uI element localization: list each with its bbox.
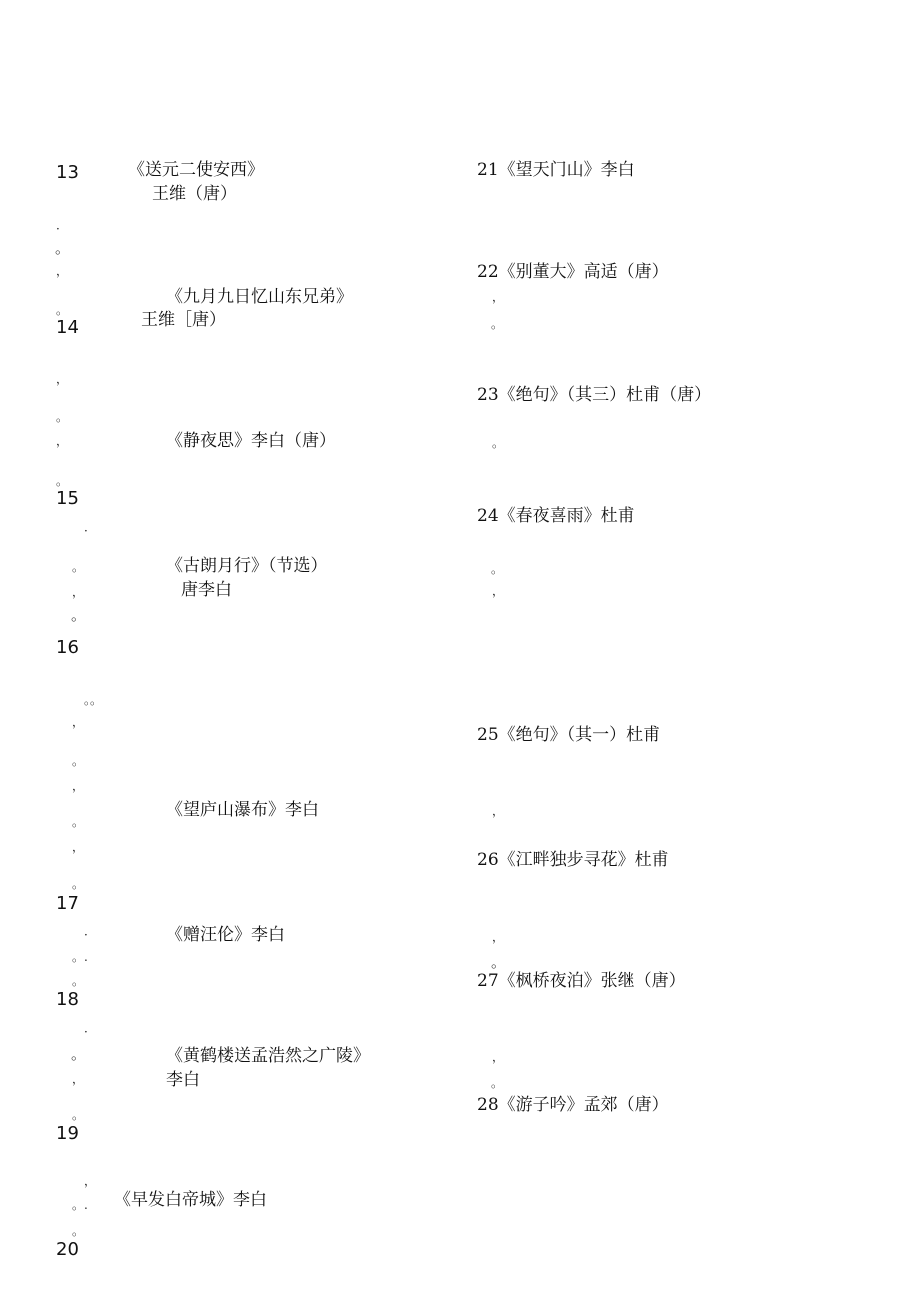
- poem-heading-21: 21《望天门山》李白: [477, 160, 635, 180]
- poem-heading-26: 26《江畔独步寻花》杜甫: [477, 850, 669, 870]
- poem-title-15: 《静夜思》李白（唐）: [166, 431, 336, 451]
- punctuation-mark: 。。: [84, 693, 103, 707]
- punctuation-mark: ，: [84, 1174, 97, 1188]
- punctuation-mark: ，: [72, 779, 85, 793]
- punctuation-mark: 。: [72, 877, 85, 891]
- punctuation-mark: 。: [72, 560, 85, 574]
- poem-title-17: 《望庐山瀑布》李白: [166, 800, 319, 820]
- punctuation-mark: 。.: [72, 1198, 88, 1212]
- poem-number-17: 17: [56, 893, 79, 914]
- poem-title-13: 《送元二使安西》: [128, 160, 264, 180]
- punctuation-mark: ，: [56, 372, 69, 386]
- punctuation-mark: 。: [491, 1076, 504, 1090]
- poem-heading-22: 22《别董大》高适（唐）: [477, 262, 669, 282]
- punctuation-mark: ，: [72, 715, 85, 729]
- punctuation-mark: ，: [492, 584, 505, 598]
- punctuation-mark: 。: [71, 1045, 87, 1063]
- punctuation-mark: 。: [491, 953, 507, 971]
- punctuation-mark: 。: [72, 1108, 85, 1122]
- punctuation-mark: 。: [56, 410, 69, 424]
- poem-heading-24: 24《春夜喜雨》杜甫: [477, 506, 635, 526]
- poem-author-16: 唐李白: [181, 580, 232, 600]
- punctuation-mark: ·: [56, 222, 60, 236]
- punctuation-mark: ，: [492, 1050, 505, 1064]
- punctuation-mark: 。: [56, 474, 69, 488]
- punctuation-mark: 。: [72, 754, 85, 768]
- poem-heading-27: 27《枫桥夜泊》张继（唐）: [477, 971, 686, 991]
- poem-title-16: 《古朗月行》（节选）: [166, 556, 328, 576]
- poem-title-14: 《九月九日忆山东兄弟》: [166, 287, 353, 307]
- punctuation-mark: 。: [72, 974, 85, 988]
- punctuation-mark: ·: [84, 1025, 88, 1039]
- punctuation-mark: 。: [491, 562, 504, 576]
- poem-author-14: 王维［唐）: [141, 310, 226, 330]
- poem-number-16: 16: [56, 637, 79, 658]
- poem-author-13: 王维（唐）: [152, 184, 237, 204]
- poem-number-20: 20: [56, 1239, 79, 1260]
- poem-title-19: 《黄鹤楼送孟浩然之广陵》: [166, 1046, 370, 1066]
- punctuation-mark: 。.: [72, 950, 88, 964]
- poem-title-18: 《赠汪伦》李白: [166, 925, 285, 945]
- punctuation-mark: ，: [72, 585, 85, 599]
- punctuation-mark: ·: [84, 928, 88, 942]
- punctuation-mark: ，: [56, 434, 69, 448]
- punctuation-mark: ，: [492, 804, 505, 818]
- poem-heading-23: 23《绝句》（其三）杜甫（唐）: [477, 385, 712, 405]
- punctuation-mark: ，: [72, 840, 85, 854]
- poem-number-18: 18: [56, 989, 79, 1010]
- punctuation-mark: ，: [492, 930, 505, 944]
- punctuation-mark: 。: [71, 606, 87, 624]
- punctuation-mark: ，: [72, 1072, 85, 1086]
- poem-heading-28: 28《游子吟》孟郊（唐）: [477, 1095, 669, 1115]
- punctuation-mark: 。: [72, 1224, 85, 1238]
- poem-number-14: 14: [56, 317, 79, 338]
- punctuation-mark: 。: [491, 317, 504, 331]
- poem-author-19: 李白: [166, 1070, 200, 1090]
- poem-number-15: 15: [56, 488, 79, 509]
- punctuation-mark: 。: [56, 303, 69, 317]
- punctuation-mark: 。: [72, 815, 85, 829]
- punctuation-mark: 。: [55, 239, 71, 257]
- punctuation-mark: ·: [84, 524, 88, 538]
- poem-number-19: 19: [56, 1123, 79, 1144]
- punctuation-mark: ，: [492, 290, 505, 304]
- poem-heading-25: 25《绝句》（其一）杜甫: [477, 725, 661, 745]
- punctuation-mark: ，: [56, 264, 69, 278]
- poem-number-13: 13: [56, 162, 79, 183]
- punctuation-mark: 。: [492, 436, 505, 450]
- poem-title-20: 《早发白帝城》李白: [114, 1190, 267, 1210]
